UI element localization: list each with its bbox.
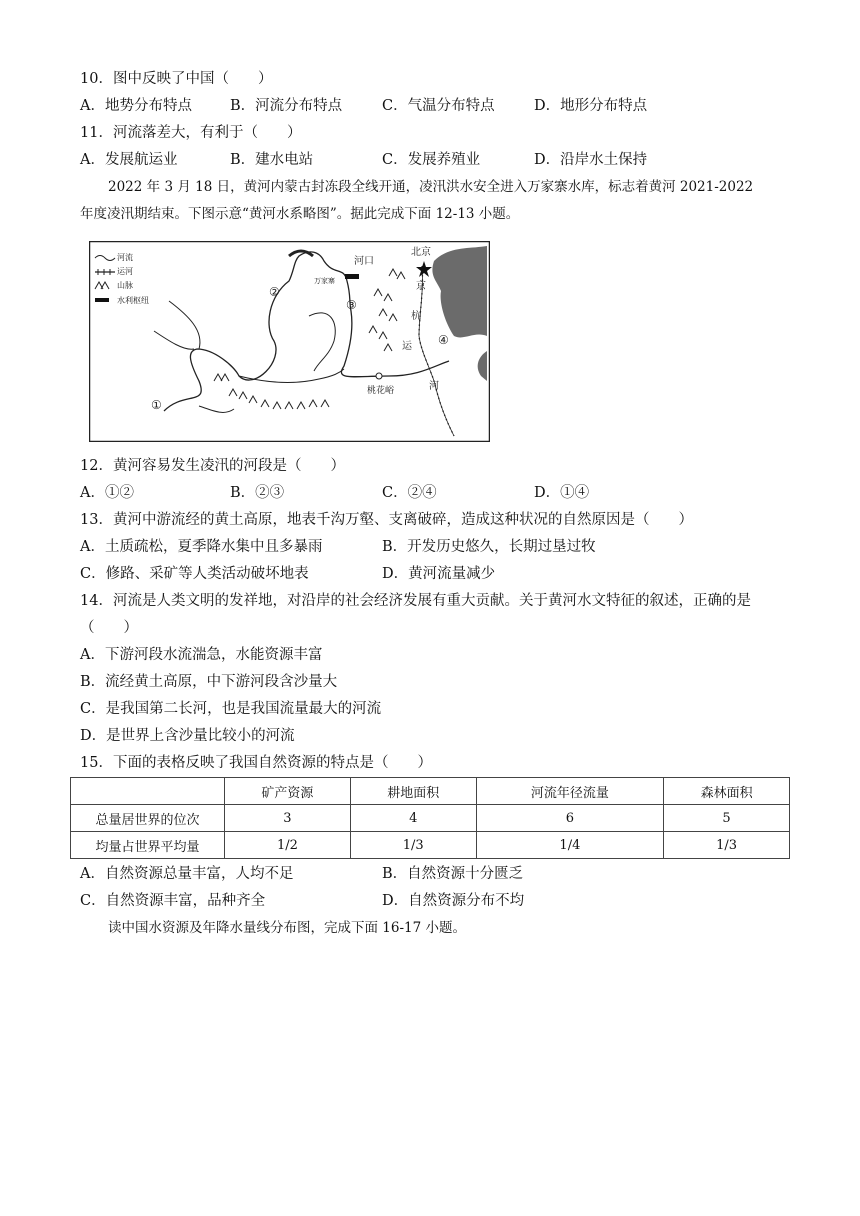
table-cell: 1/3 xyxy=(350,832,476,859)
table-row xyxy=(71,832,790,859)
q13-option-b: B．开发历史悠久，长期过垦过牧 xyxy=(382,539,596,555)
q14-option-b: B．流经黄土高原，中下游河段含沙量大 xyxy=(80,674,338,690)
q11-option-a: A．发展航运业 xyxy=(80,152,178,168)
q14-option-d: D．是世界上含沙量比较小的河流 xyxy=(80,728,295,744)
passage-2: 读中国水资源及年降水量线分布图，完成下面 16-17 小题。 xyxy=(108,920,466,936)
q10-stem: 10．图中反映了中国（ ） xyxy=(80,71,273,87)
table-header-cell: 矿产资源 xyxy=(225,778,351,805)
taohuayu-point xyxy=(376,373,382,379)
label-beijing: 北京 xyxy=(411,247,431,258)
q13-option-d: D．黄河流量减少 xyxy=(382,566,496,582)
label-taohuayu: 桃花峪 xyxy=(367,386,395,396)
legend-dam: 水利枢纽 xyxy=(117,296,149,305)
q11-option-d: D．沿岸水土保持 xyxy=(534,152,648,168)
legend-canal: 运河 xyxy=(117,267,133,276)
yellow-river-map xyxy=(89,241,490,442)
label-hekou: 河口 xyxy=(354,256,374,267)
table-header-cell: 河流年径流量 xyxy=(476,778,664,805)
q15-option-b: B．自然资源十分匮乏 xyxy=(382,866,524,882)
table-cell: 1/3 xyxy=(664,832,790,859)
label-circle-3: ③ xyxy=(346,298,357,312)
table-header-cell: 森林面积 xyxy=(664,778,790,805)
table-cell: 1/4 xyxy=(476,832,664,859)
label-canal-hang: 杭 xyxy=(411,311,421,322)
table-row-label: 总量居世界的位次 xyxy=(71,805,225,832)
table-header-cell xyxy=(71,778,225,805)
q12-option-c: C．②④ xyxy=(382,485,437,501)
label-canal-he: 河 xyxy=(429,381,439,392)
q11-option-c: C．发展养殖业 xyxy=(382,152,481,168)
label-canal-yun: 运 xyxy=(402,341,412,352)
table-cell: 6 xyxy=(476,805,664,832)
q13-option-a: A．土质疏松，夏季降水集中且多暴雨 xyxy=(80,539,323,555)
table-row xyxy=(71,805,790,832)
label-circle-4: ④ xyxy=(438,333,449,347)
table-cell: 5 xyxy=(664,805,790,832)
label-wanjiazhai: 万家寨 xyxy=(314,277,335,285)
q10-option-a: A．地势分布特点 xyxy=(80,98,192,114)
q12-stem: 12．黄河容易发生凌汛的河段是（ ） xyxy=(80,458,345,474)
q15-option-a: A．自然资源总量丰富，人均不足 xyxy=(80,866,294,882)
table-header-cell: 耕地面积 xyxy=(350,778,476,805)
q14-option-c: C．是我国第二长河，也是我国流量最大的河流 xyxy=(80,701,382,717)
passage-1-line-1: 2022 年 3 月 18 日，黄河内蒙古封冻段全线开通，凌汛洪水安全进入万家寨水库，标志着黄河 2021-2022 xyxy=(108,179,754,195)
map-frame xyxy=(90,242,490,442)
q14-stem-line-2: （ ） xyxy=(80,620,138,636)
q11-stem: 11．河流落差大，有利于（ ） xyxy=(80,125,302,141)
resources-table xyxy=(70,777,790,859)
q11-option-b: B．建水电站 xyxy=(230,152,314,168)
q13-option-c: C．修路、采矿等人类活动破坏地表 xyxy=(80,566,309,582)
table-row-label: 均量占世界平均量 xyxy=(71,832,225,859)
table-cell: 1/2 xyxy=(225,832,351,859)
legend-mountain: 山脉 xyxy=(117,281,133,290)
q14-option-a: A．下游河段水流湍急，水能资源丰富 xyxy=(80,647,323,663)
label-circle-2: ② xyxy=(269,285,280,299)
table-cell: 3 xyxy=(225,805,351,832)
q12-option-b: B．②③ xyxy=(230,485,285,501)
table-cell: 4 xyxy=(350,805,476,832)
q15-stem: 15．下面的表格反映了我国自然资源的特点是（ ） xyxy=(80,755,432,771)
table-header-row xyxy=(71,778,790,805)
label-circle-1: ① xyxy=(151,398,162,412)
legend-river: 河流 xyxy=(117,253,133,262)
q13-stem: 13．黄河中游流经的黄土高原，地表千沟万壑、支离破碎，造成这种状况的自然原因是（ ） xyxy=(80,512,693,528)
q10-option-c: C．气温分布特点 xyxy=(382,98,495,114)
label-canal-jing: 京 xyxy=(416,281,426,292)
q14-stem-line-1: 14．河流是人类文明的发祥地，对沿岸的社会经济发展有重大贡献。关于黄河水文特征的叙述，正确的是 xyxy=(80,593,751,609)
q12-option-d: D．①④ xyxy=(534,485,590,501)
q12-option-a: A．①② xyxy=(80,485,134,501)
wanjiazhai-dam-icon xyxy=(345,274,359,279)
passage-1-line-2: 年度凌汛期结束。下图示意“黄河水系略图”。据此完成下面 12-13 小题。 xyxy=(80,206,520,222)
q10-option-b: B．河流分布特点 xyxy=(230,98,343,114)
q10-option-d: D．地形分布特点 xyxy=(534,98,648,114)
q15-option-c: C．自然资源丰富，品种齐全 xyxy=(80,893,266,909)
q15-option-d: D．自然资源分布不均 xyxy=(382,893,525,909)
